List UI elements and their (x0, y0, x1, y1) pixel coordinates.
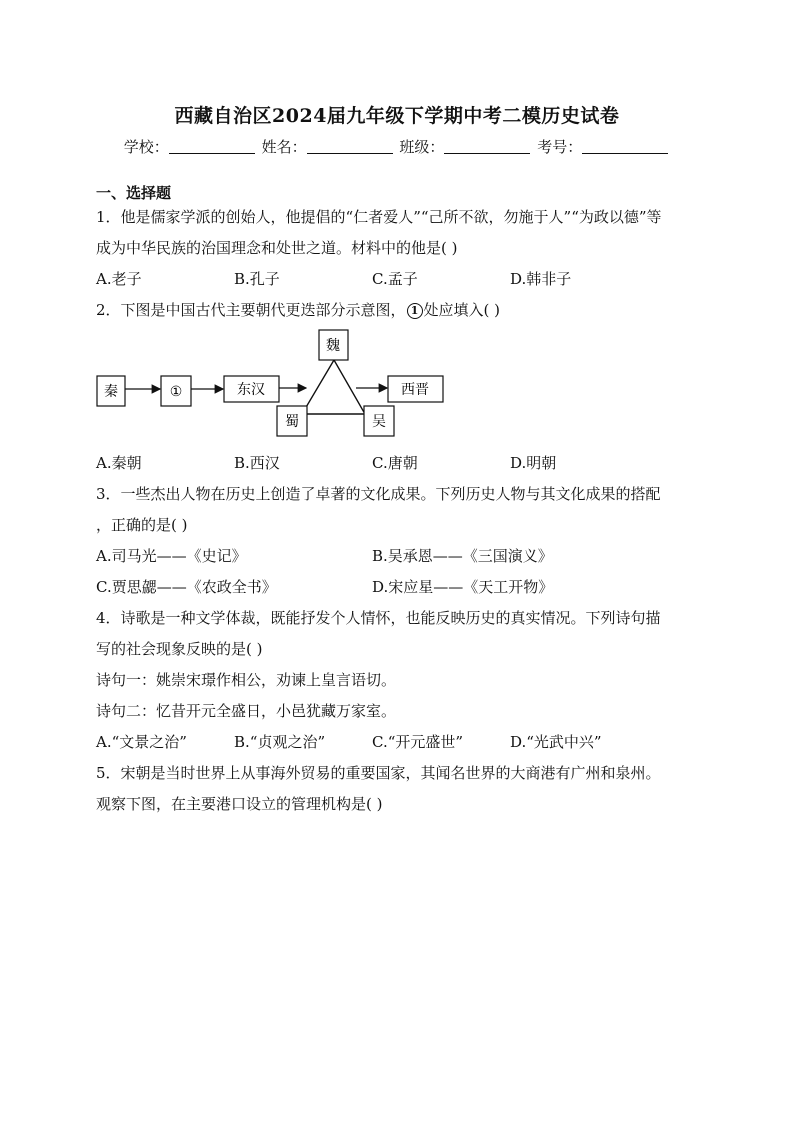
q5-line-2: 观察下图，在主要港口设立的管理机构是( ) (96, 795, 383, 813)
q2-stem-after: 处应填入( ) (423, 301, 501, 319)
q1-option-b[interactable]: B.孔子 (234, 270, 280, 288)
q3-option-b[interactable]: B.吴承恩——《三国演义》 (372, 547, 553, 565)
q1-line-1: 1．他是儒家学派的创始人，他提倡的“仁者爱人”“己所不欲，勿施于人”“为政以德”等 (96, 208, 662, 226)
name-blank[interactable] (307, 139, 393, 154)
q2-option-d[interactable]: D.明朝 (510, 454, 557, 472)
q3-option-d[interactable]: D.宋应星——《天工开物》 (372, 578, 554, 596)
dynasty-diagram (90, 326, 460, 444)
q2-stem (96, 299, 500, 320)
q4-poem-1: 诗句一：姚崇宋璟作相公，劝谏上皇言语切。 (96, 671, 397, 689)
class-label: 班级： (399, 138, 445, 156)
wu-label: 吴 (372, 414, 386, 430)
circled-one-marker: 1 (407, 303, 423, 319)
q3-line-2: ，正确的是( ) (96, 516, 188, 534)
section-heading: 一、选择题 (96, 184, 172, 202)
donghan-label: 东汉 (237, 382, 265, 398)
q2-stem-before: 2．下图是中国古代主要朝代更迭部分示意图， (96, 301, 406, 319)
qin-label: 秦 (104, 384, 118, 400)
q2-option-c[interactable]: C.唐朝 (372, 454, 418, 472)
q4-line-2: 写的社会现象反映的是( ) (96, 640, 263, 658)
q4-poem-2: 诗句二：忆昔开元全盛日，小邑犹藏万家室。 (96, 702, 397, 720)
q4-option-c[interactable]: C.“开元盛世” (372, 733, 464, 751)
xijin-label: 西晋 (401, 382, 429, 398)
q4-line-1: 4．诗歌是一种文学体裁，既能抒发个人情怀，也能反映历史的真实情况。下列诗句描 (96, 609, 661, 627)
q4-option-a[interactable]: A.“文景之治” (96, 733, 187, 751)
q3-option-c[interactable]: C.贾思勰——《农政全书》 (96, 578, 277, 596)
class-blank[interactable] (444, 139, 530, 154)
school-blank[interactable] (169, 139, 255, 154)
q3-line-1: 3．一些杰出人物在历史上创造了卓著的文化成果。下列历史人物与其文化成果的搭配 (96, 485, 661, 503)
student-info-row (0, 136, 794, 157)
school-label: 学校： (123, 138, 169, 156)
q5-line-1: 5．宋朝是当时世界上从事海外贸易的重要国家，其闻名世界的大商港有广州和泉州。 (96, 764, 661, 782)
q2-option-b[interactable]: B.西汉 (234, 454, 280, 472)
q1-option-a[interactable]: A.老子 (96, 270, 142, 288)
q1-option-d[interactable]: D.韩非子 (510, 270, 572, 288)
q2-option-a[interactable]: A.秦朝 (96, 454, 142, 472)
three-kingdoms-triangle (302, 360, 365, 414)
q4-option-b[interactable]: B.“贞观之治” (234, 733, 326, 751)
number-label: 考号： (537, 138, 583, 156)
wei-label: 魏 (326, 338, 340, 354)
page-title: 西藏自治区2024届九年级下学期中考二模历史试卷 (174, 105, 620, 127)
q1-option-c[interactable]: C.孟子 (372, 270, 418, 288)
q4-option-d[interactable]: D.“光武中兴” (510, 733, 602, 751)
number-blank[interactable] (582, 139, 668, 154)
blank-one-label: ① (169, 384, 183, 400)
q1-line-2: 成为中华民族的治国理念和处世之道。材料中的他是( ) (96, 239, 458, 257)
q3-option-a[interactable]: A.司马光——《史记》 (96, 547, 247, 565)
shu-label: 蜀 (285, 414, 299, 430)
name-label: 姓名： (261, 138, 307, 156)
